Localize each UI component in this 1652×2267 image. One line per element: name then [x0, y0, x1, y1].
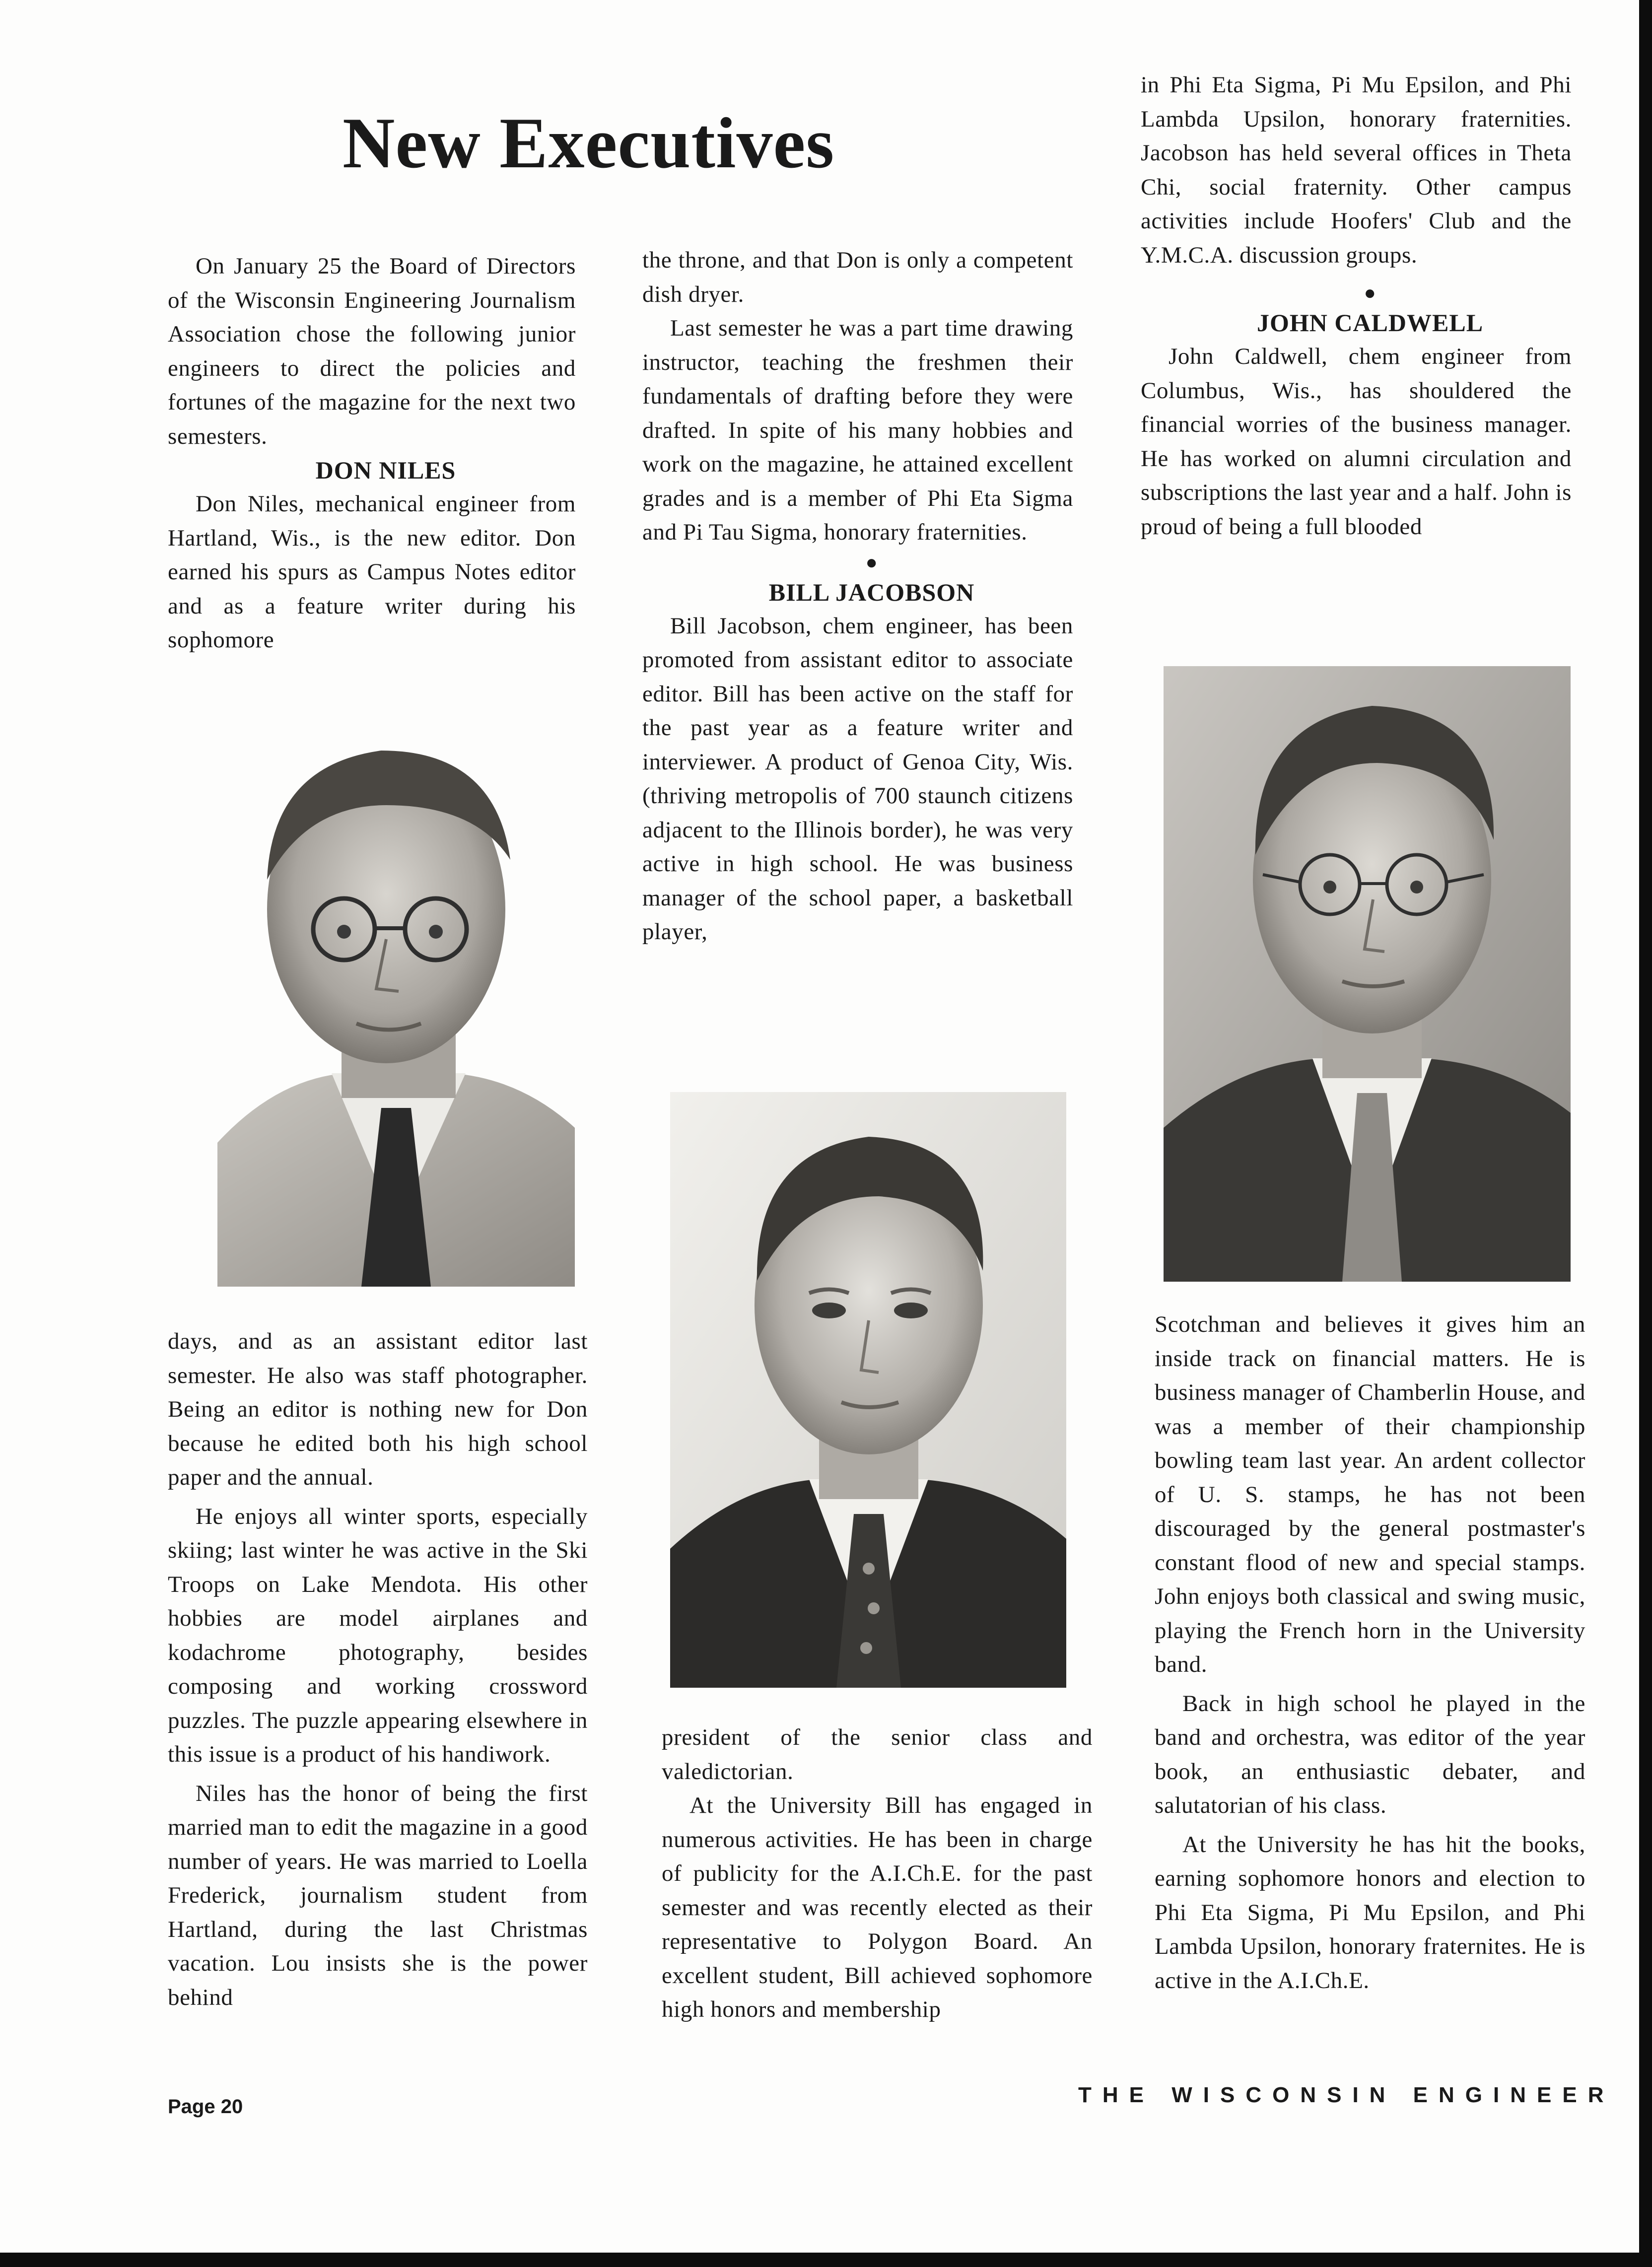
heading-john-caldwell: JOHN CALDWELL — [1256, 309, 1484, 337]
niles-paragraph-1b: days, and as an assistant editor last semester. He also was staff photographer. Being an editor is nothing new for Don because he edited both his high school paper and the annual. — [168, 1328, 588, 1490]
caldwell-paragraph-3: At the University he has hit the books, earning sophomore honors and election to Phi Eta Sigma, Pi Mu Epsilon, and Phi Lambda Upsilon, honorary fraternites. He is active in the A.I.Ch.E. — [1155, 1831, 1585, 1993]
jacobson-paragraph-1a: Bill Jacobson, chem engineer, has been promoted from assistant editor to associate editor. Bill has been active on the staff for the past year as a feature writer and interviewer. A product of Genoa City, Wis. (thriving metropolis of 700 staunch citizens adjacent to the Illinois border), he was very active in high school. He was business manager of the school paper, a basketball player, — [642, 613, 1073, 945]
jacobson-paragraph-2a: At the University Bill has engaged in numerous activities. He has been in charge of publicity for the A.I.Ch.E. for the past semester and was recently elected as their representative to Polygon Board. An excellent student, Bill achieved sophomore high honors and membership — [662, 1792, 1093, 2022]
column-1-top — [168, 249, 576, 657]
column-3-bottom — [1155, 1307, 1585, 1997]
photo-john-caldwell — [1164, 666, 1571, 1282]
jacobson-paragraph-2b: in Phi Eta Sigma, Pi Mu Epsilon, and Phi Lambda Upsilon, honorary fraternities. Jacobson has held several offices in Theta Chi, social fraternity. Other campus activities include Hoofers' Club and the Y.M.C.A. discussion groups. — [1141, 72, 1572, 268]
niles-paragraph-4: Last semester he was a part time drawing instructor, teaching the freshmen their fundamentals of drafting before they were drafted. In spite of his many hobbies and work on the magazine, he attained excellent grades and is a member of Phi Eta Sigma and Pi Tau Sigma, honorary fraternities. — [642, 315, 1073, 545]
niles-paragraph-3b: the throne, and that Don is only a competent dish dryer. — [642, 247, 1073, 307]
heading-don-niles: DON NILES — [315, 456, 456, 484]
article-title: New Executives — [343, 103, 835, 183]
photo-bill-jacobson — [670, 1092, 1066, 1688]
photo-don-niles — [217, 731, 575, 1287]
publication-name: THE WISCONSIN ENGINEER — [1078, 2083, 1615, 2107]
jacobson-paragraph-1b: president of the senior class and valedictorian. — [662, 1724, 1093, 1785]
scan-edge-right — [1639, 0, 1652, 2267]
heading-bill-jacobson: BILL JACOBSON — [768, 578, 975, 606]
scan-edge-bottom — [0, 2253, 1652, 2267]
niles-paragraph-3a: Niles has the honor of being the first married man to edit the magazine in a good number of years. He was married to Loella Frederick, journalism student from Hartland, during the last Christmas vacation. Lou insists she is the power behind — [168, 1780, 588, 2010]
column-2-top — [642, 243, 1073, 949]
separator-bullet-2: ● — [1364, 281, 1377, 304]
caldwell-paragraph-2: Back in high school he played in the band and orchestra, was editor of the year book, an enthusiastic debater, and salutatorian of his class. — [1155, 1690, 1585, 1818]
caldwell-paragraph-1a: John Caldwell, chem engineer from Columbus, Wis., has shouldered the financial worries of the business manager. He has worked on alumni circulation and subscriptions the last year and a half. John is proud of being a full blooded — [1141, 343, 1572, 540]
column-3-top — [1141, 68, 1572, 544]
caldwell-paragraph-1b: Scotchman and believes it gives him an inside track on financial matters. He is business manager of Chamberlin House, and was a member of their championship bowling team last year. An ardent collector of U. S. stamps, he has not been discouraged by the general postmaster's constant flood of new and special stamps. John enjoys both classical and swing music, playing the French horn in the University band. — [1155, 1311, 1585, 1677]
intro-paragraph: On January 25 the Board of Directors of the Wisconsin Engineering Journalism Association chose the following junior engineers to direct the policies and fortunes of the magazine for the next two semesters. — [168, 253, 576, 449]
column-2-bottom — [662, 1720, 1093, 2027]
niles-paragraph-1a: Don Niles, mechanical engineer from Hartland, Wis., is the new editor. Don earned his spurs as Campus Notes editor and as a feature writer during his sophomore — [168, 491, 576, 653]
separator-bullet-1: ● — [865, 550, 878, 573]
niles-paragraph-2: He enjoys all winter sports, especially skiing; last winter he was active in the Ski Troops on Lake Mendota. His other hobbies are model airplanes and kodachrome photography, besides composing and working crossword puzzles. The puzzle appearing elsewhere in this issue is a product of his handiwork. — [168, 1503, 588, 1767]
column-1-bottom — [168, 1324, 588, 2014]
page-number: Page 20 — [168, 2096, 243, 2118]
